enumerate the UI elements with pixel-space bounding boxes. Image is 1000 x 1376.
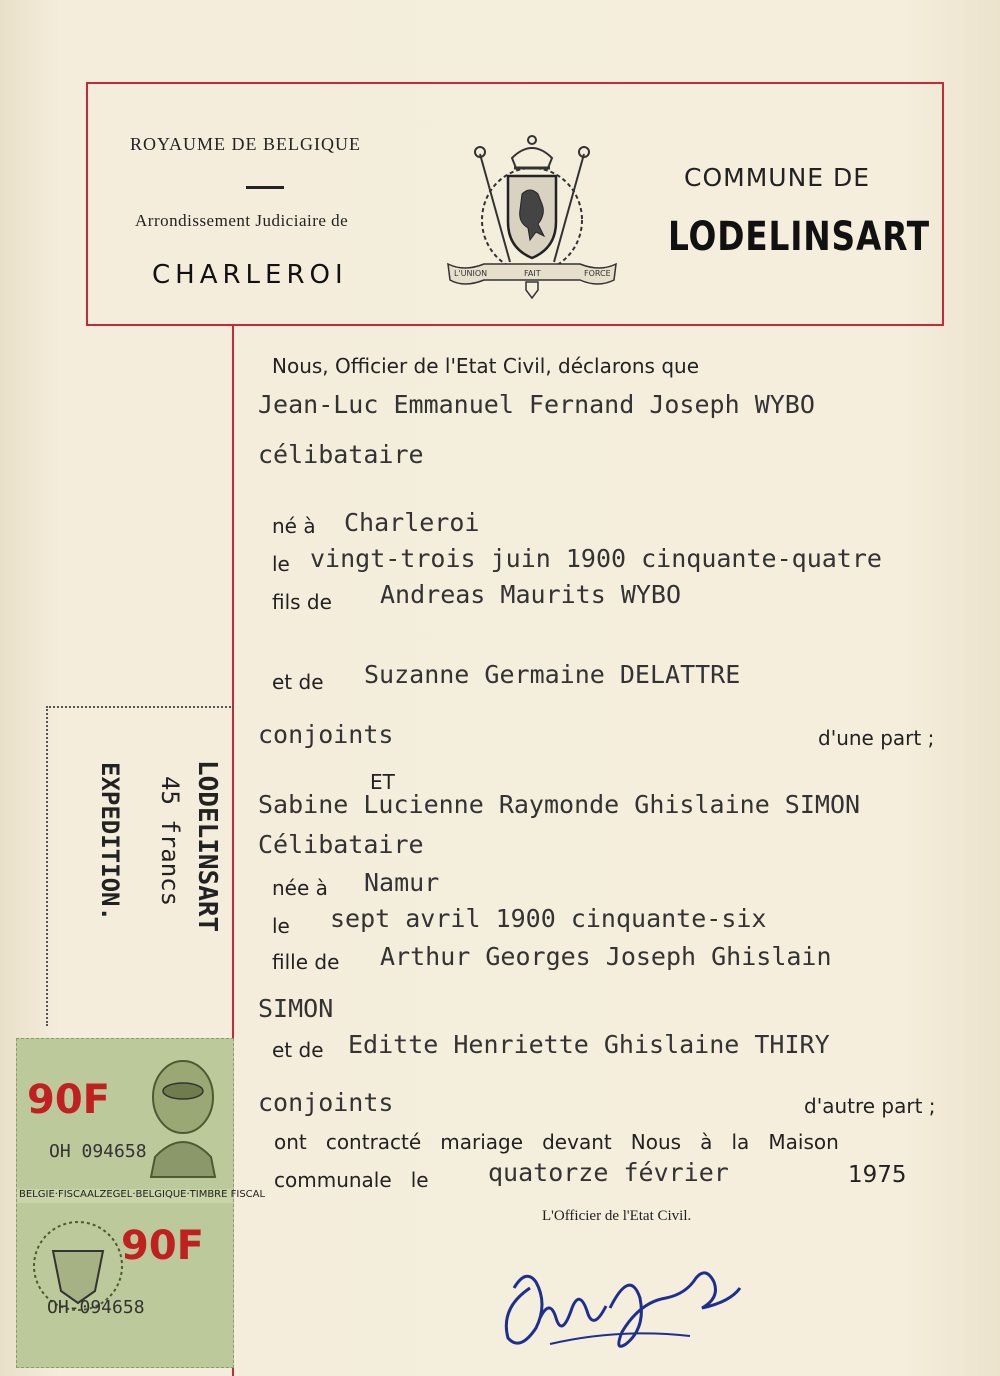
born-at-f-label: née à xyxy=(272,876,328,900)
contract-line-2: communale le xyxy=(274,1168,429,1192)
groom-mother: Suzanne Germaine DELATTRE xyxy=(364,660,741,689)
et-label: ET xyxy=(370,770,395,794)
one-part-label: d'une part ; xyxy=(818,726,935,750)
officer-signature xyxy=(490,1248,750,1358)
bride-birthplace: Namur xyxy=(364,868,440,897)
commune-name: LODELINSART xyxy=(668,214,930,260)
district-label: Arrondissement Judiciaire de xyxy=(135,211,349,230)
officer-label: L'Officier de l'Etat Civil. xyxy=(542,1208,692,1224)
groom-father: Andreas Maurits WYBO xyxy=(380,580,682,609)
spouses-label-1: conjoints xyxy=(258,720,394,749)
and-of-label-2: et de xyxy=(272,1038,324,1062)
coat-of-arms-icon xyxy=(444,132,620,300)
born-at-label: né à xyxy=(272,514,316,538)
district-city: CHARLEROI xyxy=(152,260,348,290)
bride-mother: Editte Henriette Ghislaine THIRY xyxy=(348,1030,830,1059)
marriage-date: quatorze février xyxy=(488,1158,729,1187)
motto-mid: FAIT xyxy=(524,269,541,278)
marriage-year: 1975 xyxy=(848,1162,907,1188)
bride-father-surname: SIMON xyxy=(258,994,334,1023)
daughter-of-label: fille de xyxy=(272,950,340,974)
bride-name: Sabine Lucienne Raymonde Ghislaine SIMON xyxy=(258,790,861,819)
and-of-label: et de xyxy=(272,670,324,694)
groom-birthdate: vingt-trois juin 1900 cinquante-quatre xyxy=(310,544,882,573)
fiscal-number-bottom: OH-094658 xyxy=(47,1297,145,1318)
aviator-portrait-icon xyxy=(135,1047,231,1177)
stamp-fee: 45 francs xyxy=(156,776,184,907)
le-label-2: le xyxy=(272,914,290,938)
spouses-label-2: conjoints xyxy=(258,1088,394,1117)
le-label: le xyxy=(272,552,290,576)
bride-status: Célibataire xyxy=(258,830,424,859)
bride-birthdate: sept avril 1900 cinquante-six xyxy=(330,904,767,933)
stamp-commune: LODELINSART xyxy=(192,760,222,933)
kingdom-title: ROYAUME DE BELGIQUE xyxy=(130,134,361,154)
header-dash xyxy=(246,186,284,189)
son-of-label: fils de xyxy=(272,590,332,614)
commune-label: COMMUNE DE xyxy=(684,163,871,192)
stamp-type: EXPEDITION. xyxy=(96,762,124,921)
fiscal-value-top: 90F xyxy=(27,1077,110,1123)
groom-birthplace: Charleroi xyxy=(344,508,480,537)
motto-left: L'UNION xyxy=(454,269,488,278)
contract-line-1: ont contracté mariage devant Nous à la Maison xyxy=(274,1130,839,1154)
fiscal-band-strip xyxy=(17,1189,266,1203)
groom-status: célibataire xyxy=(258,440,424,469)
fiscal-band-text: BELGIE·FISCAALZEGEL·BELGIQUE·TIMBRE FISCAL xyxy=(19,1189,266,1200)
fiscal-stamp xyxy=(16,1038,266,1368)
bride-father: Arthur Georges Joseph Ghislain xyxy=(380,942,832,971)
fiscal-value-bottom: 90F xyxy=(121,1223,204,1269)
other-part-label: d'autre part ; xyxy=(804,1094,936,1118)
motto-right: FORCE xyxy=(584,269,611,278)
groom-name: Jean-Luc Emmanuel Fernand Joseph WYBO xyxy=(258,390,815,419)
intro-text: Nous, Officier de l'Etat Civil, déclarons que xyxy=(272,354,700,378)
fiscal-number-top: OH 094658 xyxy=(49,1141,147,1162)
